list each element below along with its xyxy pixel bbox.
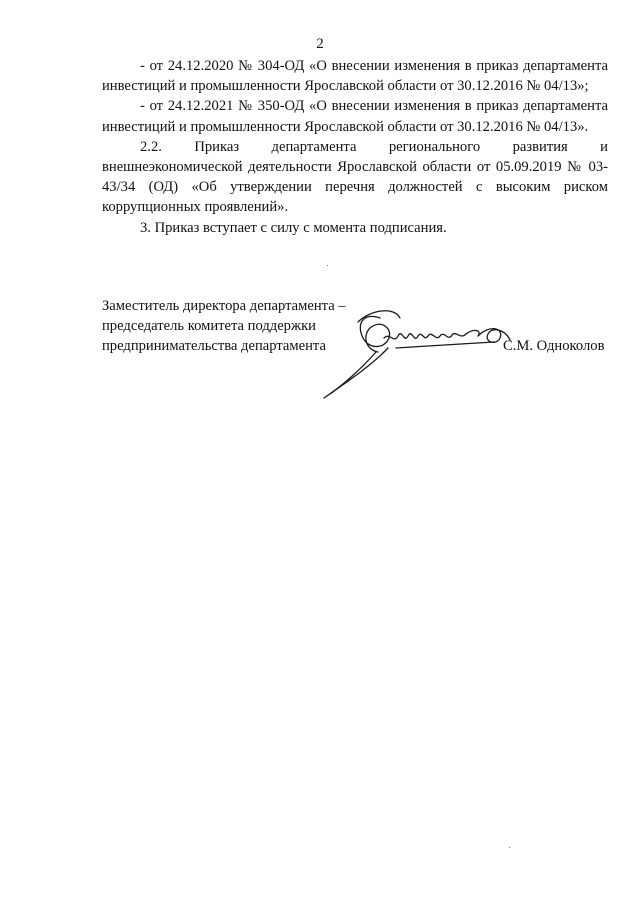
paragraph-3: 3. Приказ вступает с силу с момента подписания. — [140, 219, 447, 236]
document-body — [102, 56, 608, 238]
signatory-title-line-3: предпринимательства департамента — [102, 338, 326, 355]
paragraph-2-2: 2.2. Приказ департамента регионального развития и внешнеэкономической деятельности Ярославской области от 05.09.2019 № 03-43/34 (ОД) «Об утверждении перечня должностей с высоким риском коррупционных проявлений». — [102, 138, 608, 216]
signer-name: С.М. Одноколов — [503, 338, 605, 354]
scan-speck — [327, 265, 328, 266]
scan-speck — [509, 847, 510, 848]
signatory-title-line-1: Заместитель директора департамента – — [102, 298, 346, 314]
paragraph-amendment-2021: - от 24.12.2021 № 350-ОД «О внесении изменения в приказ департамента инвестиций и промышленности Ярославской области от 30.12.2016 № 04/13». — [102, 98, 608, 135]
handwritten-signature — [318, 288, 518, 408]
paragraph-amendment-2020: - от 24.12.2020 № 304-ОД «О внесении изменения в приказ департамента инвестиций и промышленности Ярославской области от 30.12.2016 № 04/13»; — [102, 58, 608, 95]
signatory-title-line-2: председатель комитета поддержки — [102, 318, 316, 335]
page-number: 2 — [316, 36, 324, 52]
